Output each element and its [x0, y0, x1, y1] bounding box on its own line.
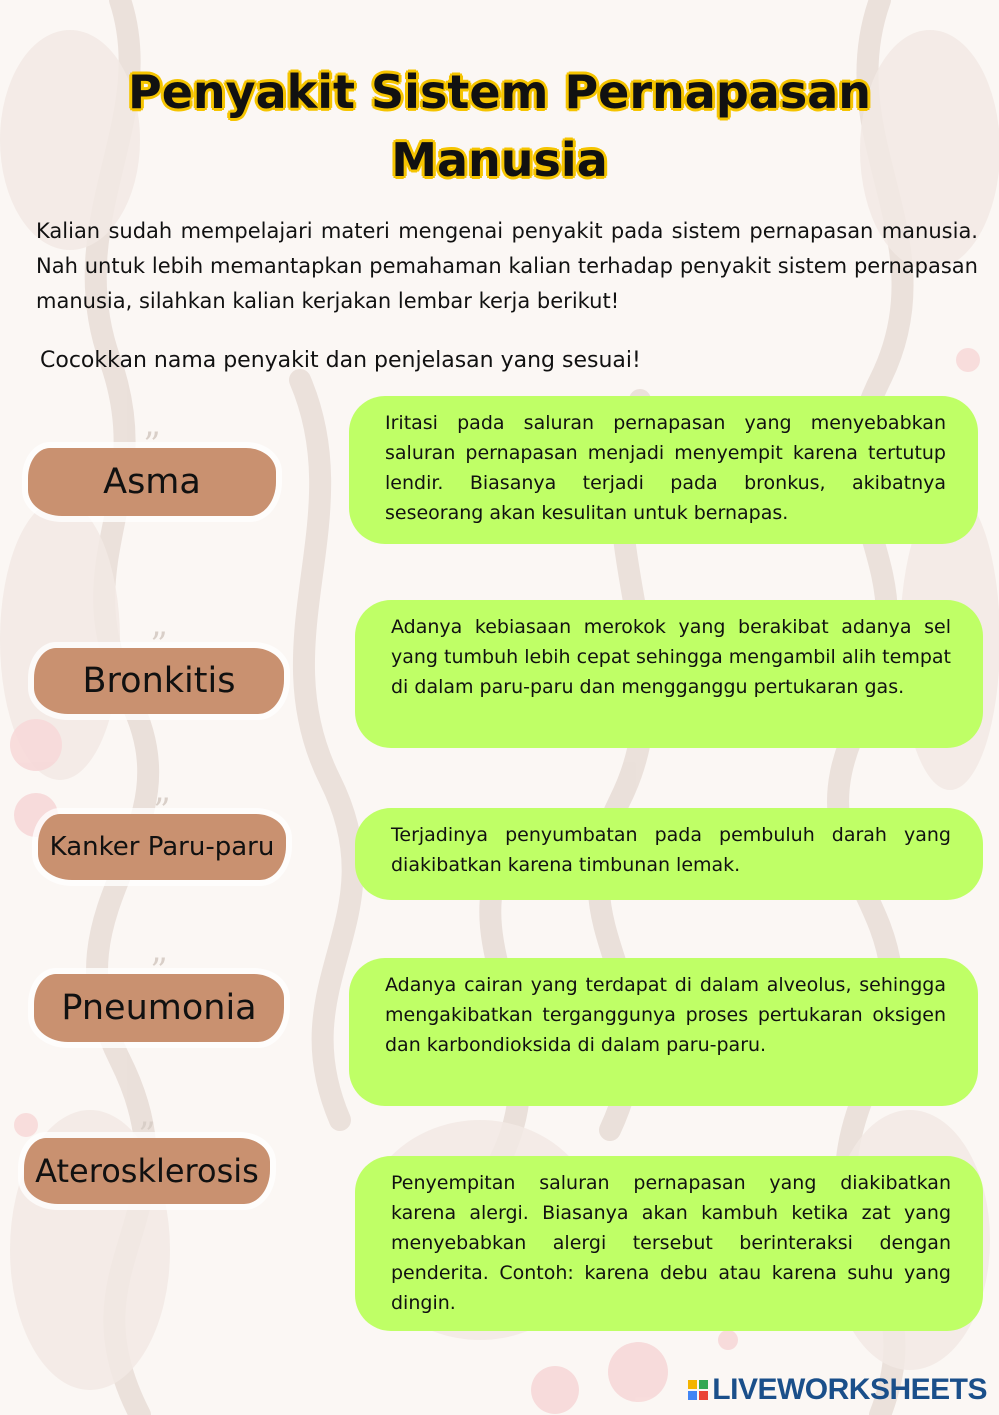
- quote-icon: ”: [153, 791, 171, 831]
- liveworksheets-logo-icon: [688, 1380, 708, 1400]
- disease-label: Pneumonia: [61, 988, 257, 1028]
- disease-pill-aterosklerosis[interactable]: [24, 1115, 270, 1204]
- quote-icon: ”: [150, 625, 168, 665]
- disease-label: Asma: [103, 462, 201, 502]
- description-card-4[interactable]: [349, 958, 978, 1106]
- disease-pill-kanker-paru-paru[interactable]: [38, 791, 286, 880]
- disease-label: Aterosklerosis: [35, 1152, 259, 1190]
- disease-label: Bronkitis: [82, 661, 236, 701]
- intro-paragraph: Kalian sudah mempelajari materi mengenai penyakit pada sistem pernapasan manusia. Nah untuk lebih memantapkan pemahaman kalian terhadap penyakit sistem pernapasan manusia, silahkan kalian kerjakan lembar kerja berikut!: [36, 219, 978, 313]
- description-text: Adanya kebiasaan merokok yang berakibat adanya sel yang tumbuh lebih cepat sehingga mengambil alih tempat di dalam paru-paru dan mengganggu pertukaran gas.: [391, 616, 951, 698]
- title-line-2: Manusia: [391, 133, 608, 187]
- disease-pill-bronkitis[interactable]: [34, 625, 284, 714]
- description-card-5[interactable]: [355, 1156, 983, 1331]
- disease-pill-asma[interactable]: [28, 425, 276, 516]
- description-text: Iritasi pada saluran pernapasan yang menyebabkan saluran pernapasan menjadi menyempit karena tertutup lendir. Biasanya terjadi pada bronkus, akibatnya seseorang akan kesulitan untuk bernapas.: [385, 412, 946, 524]
- quote-icon: ”: [138, 1115, 156, 1155]
- description-text: Adanya cairan yang terdapat di dalam alveolus, sehingga mengakibatkan terganggunya proses pertukaran oksigen dan karbondioksida di dalam paru-paru.: [385, 974, 946, 1056]
- liveworksheets-logo[interactable]: [688, 1373, 987, 1407]
- description-text: Terjadinya penyumbatan pada pembuluh darah yang diakibatkan karena timbunan lemak.: [391, 824, 951, 876]
- description-text: Penyempitan saluran pernapasan yang diakibatkan karena alergi. Biasanya akan kambuh ketika zat yang menyebabkan alergi tersebut berinteraksi dengan penderita. Contoh: karena debu atau karena suhu yang dingin.: [391, 1172, 951, 1314]
- description-card-1[interactable]: [349, 396, 978, 544]
- disease-pill-pneumonia[interactable]: [34, 951, 284, 1042]
- quote-icon: ”: [150, 951, 168, 991]
- instruction-text: Cocokkan nama penyakit dan penjelasan yang sesuai!: [40, 348, 641, 373]
- description-card-2[interactable]: [355, 600, 983, 748]
- quote-icon: ”: [143, 425, 161, 465]
- disease-label: Kanker Paru-paru: [49, 832, 275, 862]
- title-line-1: Penyakit Sistem Pernapasan: [128, 65, 871, 119]
- brand-name: LIVEWORKSHEETS: [712, 1373, 987, 1406]
- description-card-3[interactable]: [355, 808, 983, 900]
- page-title: [0, 58, 999, 194]
